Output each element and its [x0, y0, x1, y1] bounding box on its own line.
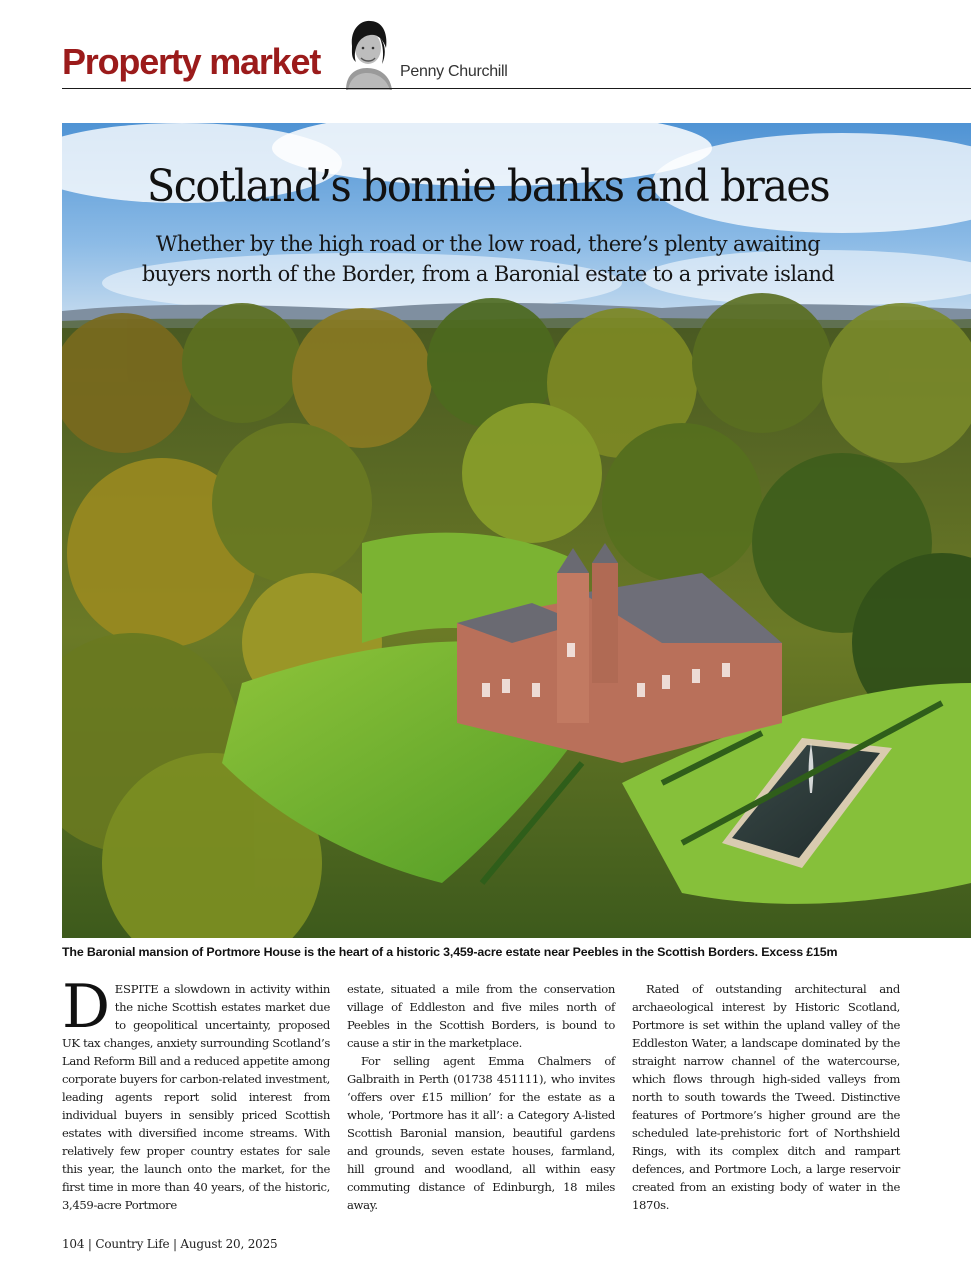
article-column-1	[62, 972, 330, 1214]
standfirst	[112, 229, 864, 289]
drop-cap: D	[62, 972, 110, 1042]
page-folio: 104 | Country Life | August 20, 2025	[62, 1237, 278, 1251]
article-paragraph: For selling agent Emma Chalmers of Galbraith in Perth (01738 451111), who invites ‘offers over £15 million’ for the estate as a whole, ‘Portmore has it all’: a Category A-listed Scottish Baronial mansion, beautiful gardens and grounds, seven estate houses, farmland, hill ground and woodland, all within easy commuting distance of Edinburgh, 18 miles away.	[347, 1054, 615, 1212]
author-name: Penny Churchill	[400, 63, 508, 80]
standfirst-line-1: Whether by the high road or the low road, there’s plenty awaiting	[155, 232, 821, 256]
article-paragraph: estate, situated a mile from the conservation village of Eddleston and five miles north of Peebles in the Scottish Borders, is bound to cause a stir in the marketplace.	[347, 982, 615, 1050]
photo-caption: The Baronial mansion of Portmore House is the heart of a historic 3,459-acre estate near Peebles in the Scottish Borders. Excess £15m	[62, 945, 838, 959]
article-paragraph	[62, 972, 330, 1214]
author-portrait	[334, 18, 400, 90]
standfirst-line-2: buyers north of the Border, from a Baronial estate to a private island	[141, 262, 835, 286]
article-column-3	[632, 980, 900, 1214]
header-rule	[62, 88, 971, 89]
page-header	[62, 18, 971, 90]
headline: Scotland’s bonnie banks and braes	[146, 161, 830, 212]
lead-in-caps: ESPITE	[114, 982, 159, 996]
article-column-2	[347, 980, 615, 1214]
paragraph-text: a slowdown in activity within the niche Scottish estates market due to geopolitical uncertainty, proposed UK tax changes, anxiety surrounding Scotland’s Land Reform Bill and a reduced appetite among corporate buyers for carbon-related investment, leading agents report solid interest from individual buyers in sensibly priced Scottish estates with diversified income streams. With relatively few proper country estates for sale this year, the launch onto the market, for the first time in more than 40 years, of the historic, 3,459-acre Portmore	[62, 982, 330, 1212]
section-title: Property market	[62, 41, 321, 82]
article-paragraph: Rated of outstanding architectural and archaeological interest by Historic Scotland, Portmore is set within the upland valley of the Eddleston Water, a landscape dominated by the straight narrow channel of the watercourse, which flows through high-sided valleys from north to south towards the Tweed. Distinctive features of Portmore’s higher ground are the scheduled late-prehistoric fort of Northshield Rings, with its complex ditch and rampart defences, and Portmore Loch, a large reservoir created from an existing body of water in the 1870s.	[632, 982, 900, 1212]
hero-photo	[62, 123, 971, 938]
